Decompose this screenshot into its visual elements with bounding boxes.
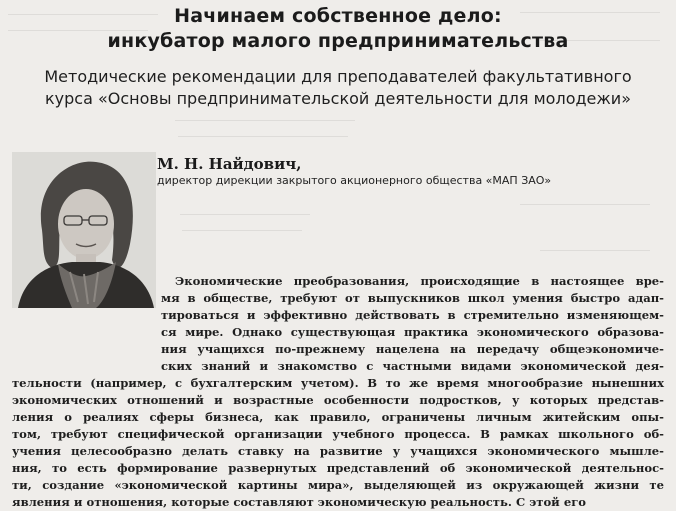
body-line: экономических отношений и возрастные особенности подростков, у которых представ- (12, 393, 664, 407)
body-line: том, требуют специфической организации учебного процесса. В рамках школьного об- (12, 427, 664, 441)
body-line: мя в обществе, требуют от выпускников школ умения быстро адап- (161, 291, 664, 305)
body-line: ских знаний и знакомство с частными видами экономической дея- (161, 359, 664, 373)
body-line: ся мире. Однако существующая практика экономического образова- (161, 325, 664, 339)
body-line: ния учащихся по-прежнему нацелена на передачу общеэкономиче- (161, 342, 664, 356)
author-photo (12, 152, 156, 308)
author-role: директор дирекции закрытого акционерного общества «МАП ЗАО» (157, 174, 552, 187)
body-line: Экономические преобразования, происходящие в настоящее вре- (175, 274, 664, 288)
body-line: явления и отношения, которые составляют экономическую реальность. С этой его (12, 495, 587, 509)
body-line: ния, то есть формирование развернутых представлений об экономической деятельнос- (12, 461, 664, 475)
article-title (0, 4, 676, 54)
body-line: тироваться и эффективно действовать в стремительно изменяющем- (161, 308, 664, 322)
subtitle-line-1: Методические рекомендации для преподавателей факультативного (44, 67, 632, 86)
body-line: тельности (например, с бухгалтерским учетом). В то же время многообразие нынешних (12, 376, 664, 390)
body-line: ления о реалиях сферы бизнеса, как правило, ограничены личным житейским опы- (12, 410, 664, 424)
subtitle-line-2: курса «Основы предпринимательской деятельности для молодежи» (45, 89, 631, 108)
author-name: М. Н. Найдович, (157, 155, 302, 173)
body-line: ти, создание «экономической картины мира», выделяющей из окружающей жизни те (12, 478, 664, 492)
article-subtitle (0, 66, 676, 110)
portrait-illustration (12, 152, 156, 308)
title-line-2: инкубатор малого предпринимательства (107, 30, 569, 52)
title-line-1: Начинаем собственное дело: (174, 5, 502, 27)
body-line: учения целесообразно делать ставку на развитие у учащихся экономического мышле- (12, 444, 664, 458)
